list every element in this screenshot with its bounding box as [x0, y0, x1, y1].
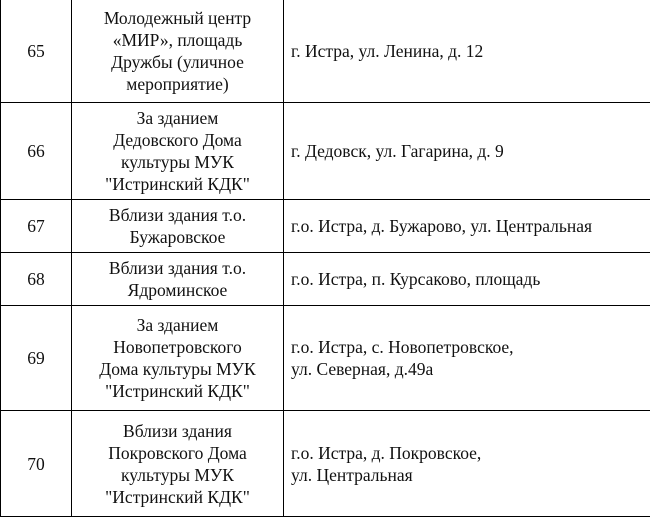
place-line: Дедовского Дома [72, 129, 283, 151]
place-line: Дома культуры МУК [72, 358, 283, 380]
place-line: "Истринский КДК" [72, 173, 283, 195]
place-line: мероприятие) [72, 73, 283, 95]
place-line: "Истринский КДК" [72, 380, 283, 402]
place-line: «МИР», площадь [72, 29, 283, 51]
address-line: г.о. Истра, д. Покровское, [291, 442, 650, 464]
place-line: культуры МУК [72, 151, 283, 173]
place-cell [72, 103, 284, 200]
table-row [1, 0, 650, 103]
address-cell [284, 0, 650, 103]
place-line: За зданием [72, 107, 283, 129]
place-line: "Истринский КДК" [72, 486, 283, 508]
address-line: г.о. Истра, п. Курсаково, площадь [291, 268, 650, 290]
row-number: 68 [1, 253, 72, 306]
table-row [1, 200, 650, 253]
place-cell [72, 0, 284, 103]
place-line: Бужаровское [72, 226, 283, 248]
place-line: культуры МУК [72, 464, 283, 486]
row-number: 65 [1, 0, 72, 103]
address-line: г.о. Истра, с. Новопетровское, [291, 336, 650, 358]
address-cell [284, 200, 650, 253]
row-number: 66 [1, 103, 72, 200]
address-line: ул. Северная, д.49а [291, 358, 650, 380]
row-number: 69 [1, 306, 72, 411]
table-row [1, 103, 650, 200]
address-cell [284, 306, 650, 411]
place-line: Вблизи здания т.о. [72, 204, 283, 226]
address-line: ул. Центральная [291, 464, 650, 486]
address-cell [284, 253, 650, 306]
table-row [1, 411, 650, 517]
address-line: г. Дедовск, ул. Гагарина, д. 9 [291, 140, 650, 162]
row-number: 67 [1, 200, 72, 253]
place-cell [72, 200, 284, 253]
place-line: Новопетровского [72, 336, 283, 358]
place-cell [72, 253, 284, 306]
place-cell [72, 411, 284, 517]
place-line: Молодежный центр [72, 7, 283, 29]
place-line: Ядроминское [72, 279, 283, 301]
address-line: г. Истра, ул. Ленина, д. 12 [291, 40, 650, 62]
address-cell [284, 103, 650, 200]
row-number: 70 [1, 411, 72, 517]
place-line: Дружбы (уличное [72, 51, 283, 73]
place-line: Вблизи здания [72, 420, 283, 442]
table-row [1, 306, 650, 411]
place-line: Вблизи здания т.о. [72, 257, 283, 279]
place-line: Покровского Дома [72, 442, 283, 464]
place-line: За зданием [72, 314, 283, 336]
address-line: г.о. Истра, д. Бужарово, ул. Центральная [291, 215, 650, 237]
table-row [1, 253, 650, 306]
address-cell [284, 411, 650, 517]
place-cell [72, 306, 284, 411]
